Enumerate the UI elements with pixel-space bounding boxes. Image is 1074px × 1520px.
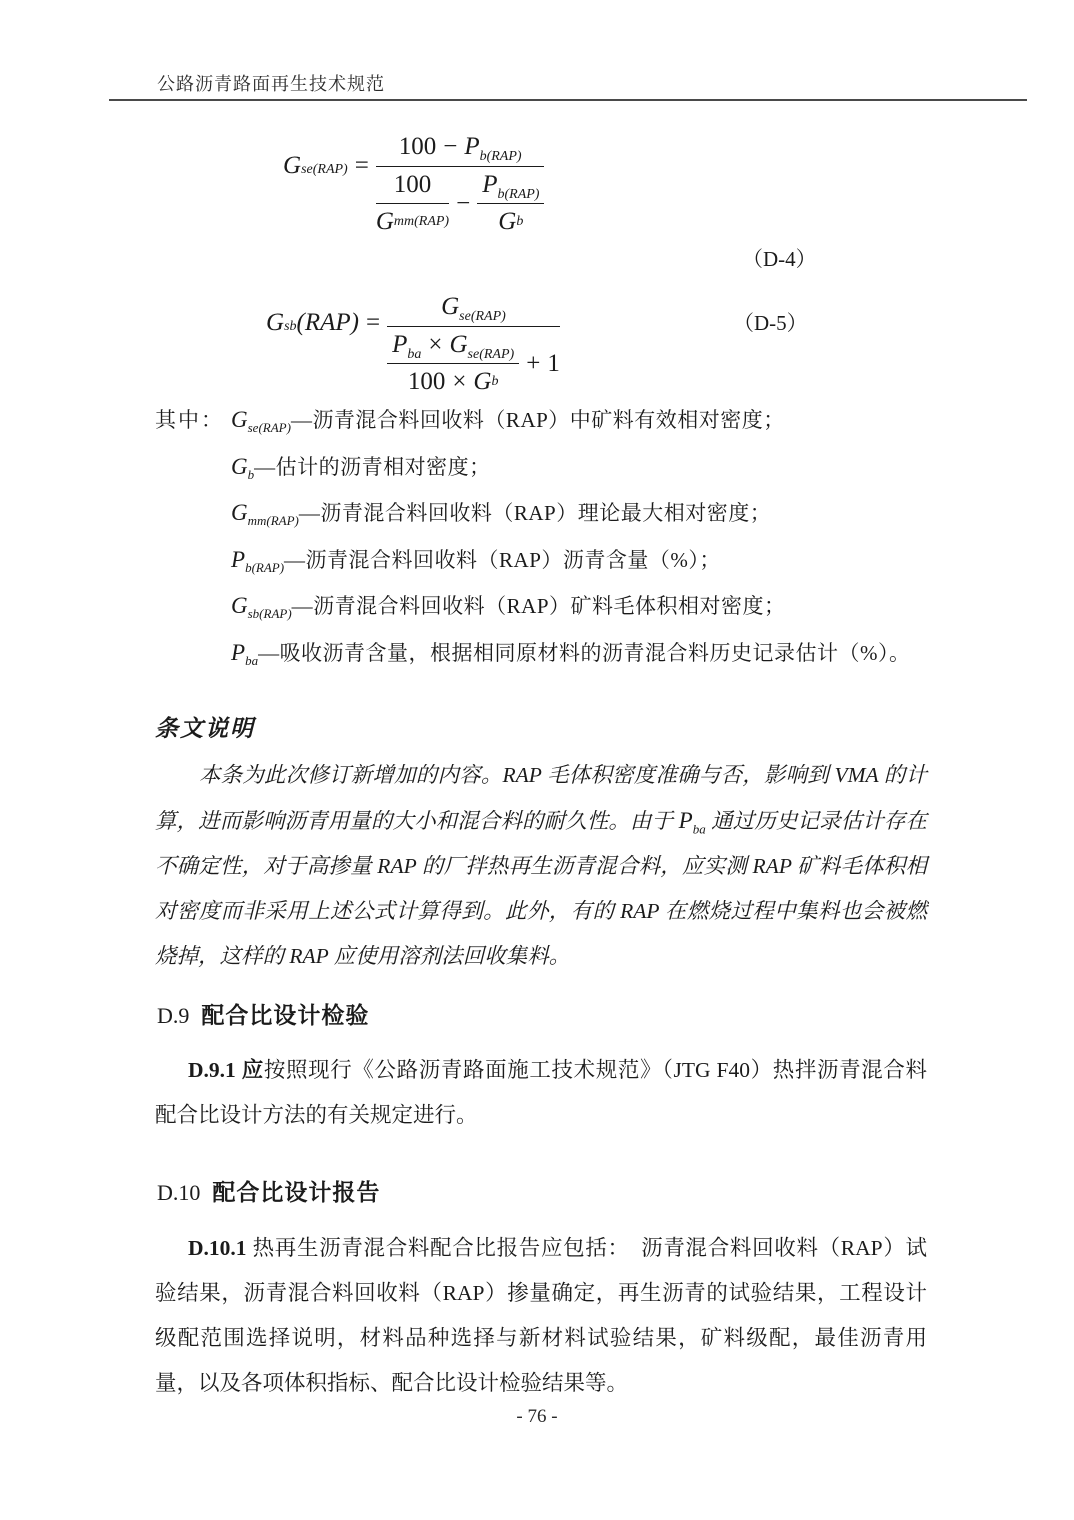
- paragraph-d10-1: D.10.1 热再生沥青混合料配合比报告应包括： 沥青混合料回收料（RAP）试验结果，沥青混合料回收料（RAP）掺量确定，再生沥青的试验结果，工程设计级配范围选择说明，材料品种选择与新材料试验结果，矿料级配，最佳沥青用量，以及各项体积指标、配合比设计检验结果等。: [155, 1236, 927, 1395]
- equals-sign: =: [354, 151, 369, 179]
- formula-d5-label: （D-5）: [733, 311, 808, 335]
- var-P: P: [392, 331, 408, 358]
- var-G: G: [441, 293, 460, 320]
- formula-d5: [266, 293, 560, 396]
- equals-sign: =: [365, 308, 381, 336]
- formula-d4-label: （D-4）: [742, 247, 817, 271]
- formula-d5-denominator: [387, 327, 560, 396]
- var-G: G: [231, 500, 248, 526]
- definitions-list: [155, 396, 930, 675]
- inner-fraction: $P_{ba} \times G_{se(RAP)}$ 100 × G b: [387, 331, 519, 396]
- times-sign: ×: [452, 368, 467, 395]
- times-sign: ×: [428, 331, 443, 358]
- var-G: G: [449, 331, 468, 358]
- header-title: 公路沥青路面再生技术规范: [157, 74, 385, 94]
- section-title: 配合比设计报告: [212, 1179, 381, 1205]
- paren-RAP: (RAP): [296, 308, 359, 336]
- explanation-paragraph: 本条为此次修订新增加的内容。RAP 毛体积密度准确与否，影响到 VMA 的计算，进而影响沥青用量的大小和混合料的耐久性。由于 $P_{ba}$ 通过历史记录估计存在不确定性，对于高掺量 RAP 的厂拌热再生沥青混合料，应实测 RAP 矿料毛体积相对密度而非采用上述公式计算得到。此外，有的 RAP 在燃烧过程中集料也会被燃烧掉，这样的 RAP 应使用溶剂法回收集料。: [155, 763, 927, 968]
- definition-row: 其中： $G_{se(RAP)}—$沥青混合料回收料（RAP）中矿料有效相对密度；: [155, 396, 930, 443]
- paragraph-d9-1: D.9.1 应按照现行《公路沥青路面施工技术规范》（JTG F40）热拌沥青混合料配合比设计方法的有关规定进行。: [155, 1058, 927, 1127]
- var-G: G: [231, 453, 248, 479]
- section-d9-heading: [157, 997, 369, 1030]
- explanation-heading: 条文说明: [155, 716, 255, 741]
- var-P: P: [464, 133, 480, 160]
- definition-row: $G_{sb(RAP)}—$沥青混合料回收料（RAP）矿料毛体积相对密度；: [231, 593, 786, 622]
- definition-row: $G_{mm(RAP)}—$沥青混合料回收料（RAP）理论最大相对密度；: [231, 500, 772, 529]
- clause-number: D.9.1 应: [188, 1058, 264, 1082]
- formula-d5-fraction: [387, 293, 560, 396]
- definition-row: $G_b—$估计的沥青相对密度；: [231, 453, 491, 482]
- formula-d5-lhs: G sb (RAP) =: [266, 309, 387, 337]
- inner-fraction-1: 100 G mm(RAP): [375, 171, 450, 235]
- var-G: G: [375, 208, 394, 235]
- formula-d4-fraction: [376, 133, 545, 236]
- formula-d4-denominator: [376, 167, 545, 236]
- section-title: 配合比设计检验: [201, 1002, 370, 1028]
- page-number: - 76 -: [516, 1406, 558, 1427]
- formula-d5-numerator: $G_{se(RAP)}$: [387, 293, 560, 327]
- minus-sign: −: [456, 189, 471, 217]
- explanation-section: [155, 710, 927, 979]
- section-d10-heading: [157, 1174, 380, 1207]
- var-G: G: [498, 208, 517, 235]
- definition-row: $P_{ba}—$吸收沥青含量，根据相同原材料的沥青混合料历史记录估计（%）。: [231, 639, 911, 668]
- constant-one: 1: [547, 349, 560, 377]
- inner-fraction-2: $P_{b(RAP)}$ G b: [477, 171, 544, 236]
- formula-d4-numerator: $100 - P_{b(RAP)}$: [376, 133, 545, 167]
- var-P: P: [678, 808, 693, 833]
- section-number: D.10: [157, 1180, 201, 1205]
- formula-d4: [283, 133, 544, 236]
- var-P: P: [482, 171, 498, 198]
- var-G: G: [231, 593, 248, 619]
- var-G: G: [231, 407, 248, 433]
- var-G: G: [473, 368, 492, 395]
- definition-row: $P_{b(RAP)}—$沥青混合料回收料（RAP）沥青含量（%）；: [231, 546, 721, 575]
- clause-number: D.10.1: [188, 1236, 247, 1260]
- var-P: P: [231, 639, 246, 665]
- plus-sign: +: [526, 349, 541, 377]
- var-P: P: [231, 546, 246, 572]
- section-number: D.9: [157, 1003, 190, 1028]
- var-G: G: [283, 151, 302, 179]
- where-prefix: 其中：: [155, 408, 224, 433]
- var-G: G: [266, 308, 285, 336]
- header-rule: [109, 99, 1027, 101]
- minus-sign: −: [443, 133, 458, 160]
- formula-d4-lhs: G se(RAP) =: [283, 152, 376, 180]
